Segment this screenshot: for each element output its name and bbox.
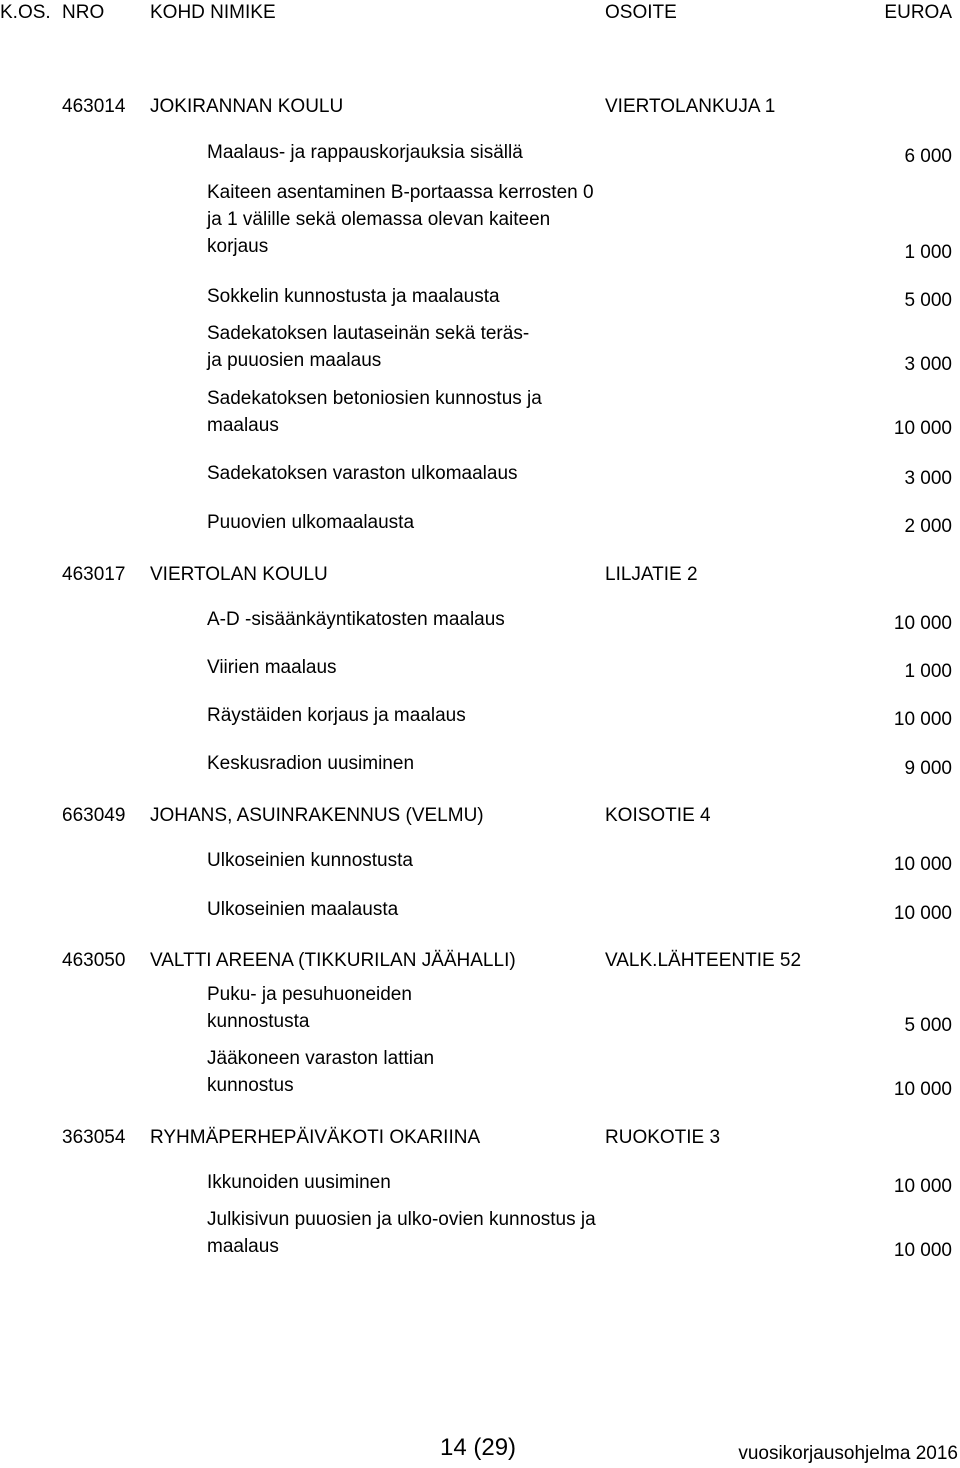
item-text: Räystäiden korjaus ja maalaus [207,705,466,726]
section-number: 663049 [62,805,126,826]
header-euroa: EUROA [884,2,952,23]
item-amount: 3 000 [904,354,952,375]
section-address: VIERTOLANKUJA 1 [605,96,776,117]
item-text: Kaiteen asentaminen B-portaassa kerrosten 0 ja 1 välille sekä olemassa olevan kaiteen korjaus [207,182,594,257]
item-amount: 1 000 [904,242,952,263]
section-number: 363054 [62,1127,126,1148]
item-text: Ikkunoiden uusiminen [207,1172,391,1193]
item-amount: 10 000 [893,709,952,730]
item-amount: 5 000 [904,1015,952,1036]
page-number: 14 (29) [440,1434,517,1461]
document-title: vuosikorjausohjelma 2016 [738,1443,958,1464]
item-amount: 2 000 [904,516,952,537]
section-number: 463017 [62,564,126,585]
section-name: RYHMÄPERHEPÄIVÄKOTI OKARIINA [150,1127,481,1148]
item-amount: 10 000 [893,1079,952,1100]
item-text: Sadekatoksen lautaseinän sekä teräs- ja puuosien maalaus [207,323,530,371]
section-address: LILJATIE 2 [605,564,698,585]
section-address: VALK.LÄHTEENTIE 52 [605,950,802,971]
item-amount: 10 000 [893,903,952,924]
item-text: Ulkoseinien kunnostusta [207,850,413,871]
item-text: Sadekatoksen betoniosien kunnostus ja maalaus [207,388,542,436]
item-amount: 3 000 [904,468,952,489]
section-name: VALTTI AREENA (TIKKURILAN JÄÄHALLI) [150,950,516,971]
header-kohd-nimike: KOHD NIMIKE [150,2,276,23]
item-text: Viirien maalaus [207,657,337,678]
section-number: 463014 [62,96,126,117]
section-address: KOISOTIE 4 [605,805,711,826]
item-amount: 10 000 [893,1176,952,1197]
item-amount: 9 000 [904,758,952,779]
section-name: JOKIRANNAN KOULU [150,96,344,117]
item-text: Keskusradion uusiminen [207,753,415,774]
item-text: Puku- ja pesuhuoneiden kunnostusta [207,984,412,1032]
item-amount: 10 000 [893,854,952,875]
item-amount: 6 000 [904,146,952,167]
item-amount: 5 000 [904,290,952,311]
item-text: Maalaus- ja rappauskorjauksia sisällä [207,142,523,163]
header-osoite: OSOITE [605,2,677,23]
section-address: RUOKOTIE 3 [605,1127,721,1148]
item-amount: 10 000 [893,418,952,439]
item-amount: 10 000 [893,1240,952,1261]
header-nro: NRO [62,2,105,23]
header-kos: K.OS. [0,2,51,23]
item-text: A-D -sisäänkäyntikatosten maalaus [207,609,505,630]
item-text: Puuovien ulkomaalausta [207,512,415,533]
item-text: Julkisivun puuosien ja ulko-ovien kunnostus ja maalaus [207,1209,596,1257]
item-amount: 10 000 [893,613,952,634]
item-text: Sokkelin kunnostusta ja maalausta [207,286,500,307]
item-text: Jääkoneen varaston lattian kunnostus [207,1048,435,1096]
section-name: JOHANS, ASUINRAKENNUS (VELMU) [150,805,484,826]
section-name: VIERTOLAN KOULU [150,564,328,585]
section-number: 463050 [62,950,126,971]
item-amount: 1 000 [904,661,952,682]
item-text: Sadekatoksen varaston ulkomaalaus [207,463,518,484]
item-text: Ulkoseinien maalausta [207,899,399,920]
